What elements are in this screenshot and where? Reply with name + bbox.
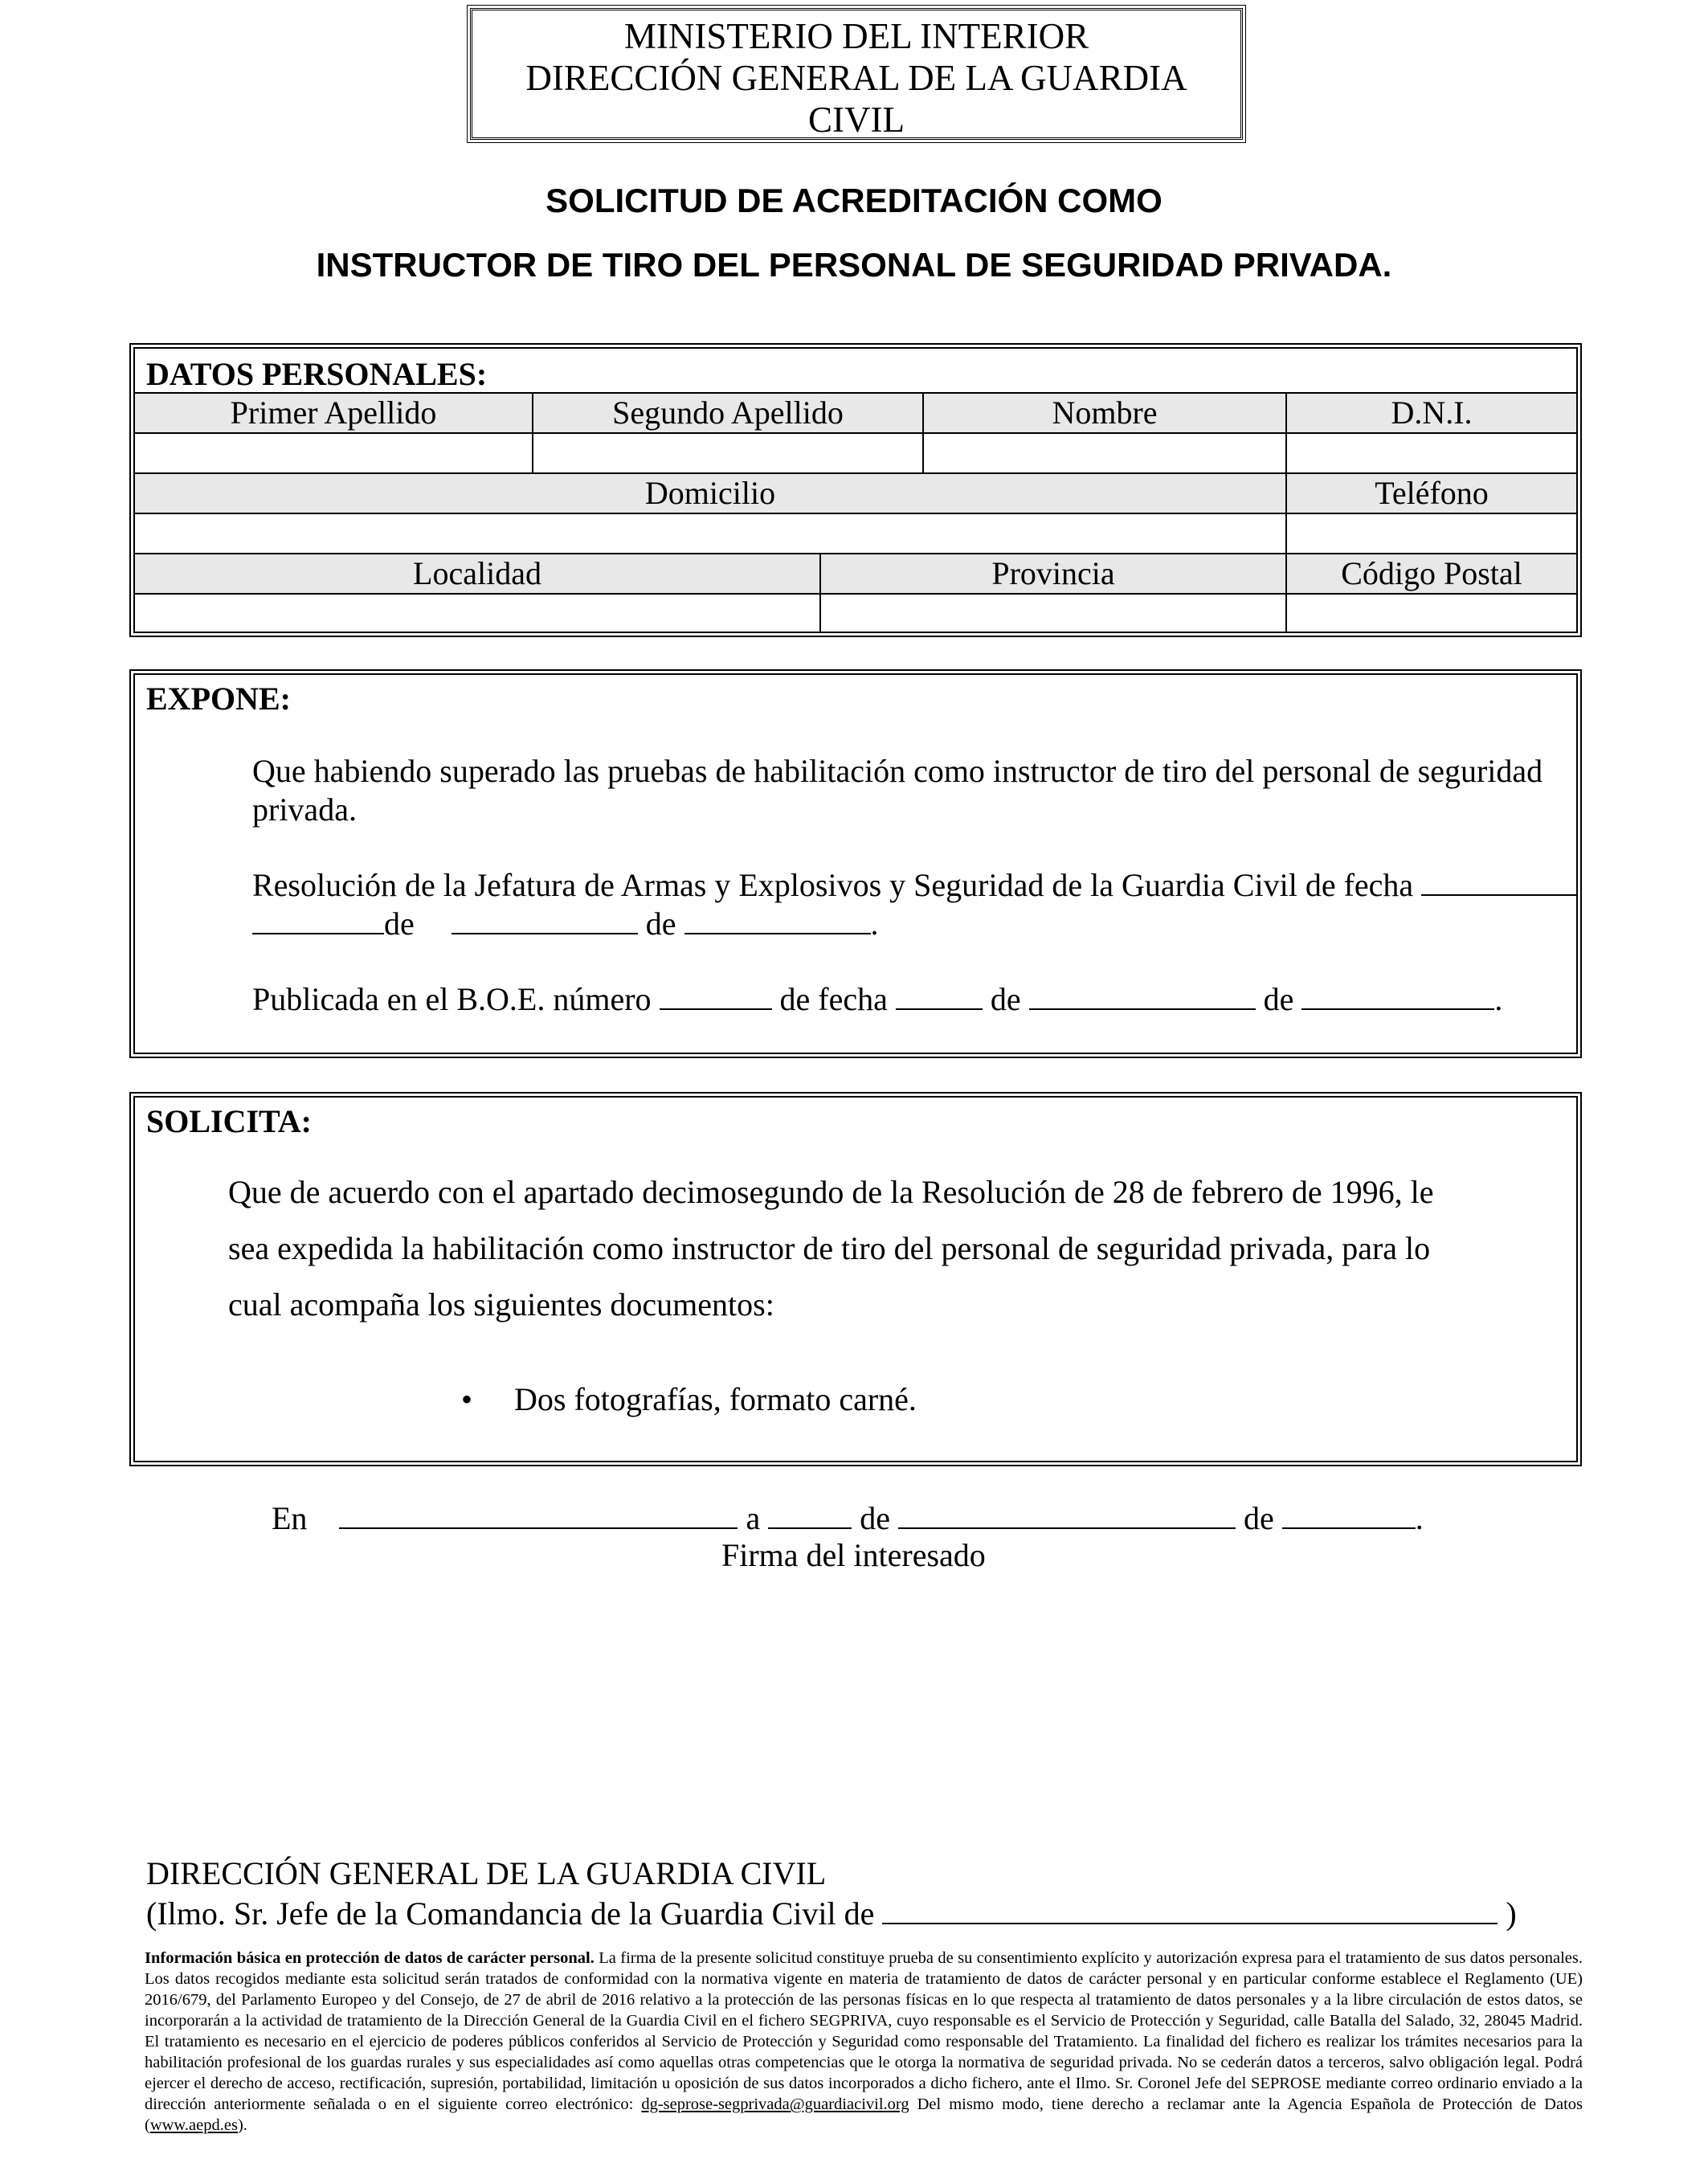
datos-heading: DATOS PERSONALES: bbox=[146, 356, 488, 392]
label-nombre: Nombre bbox=[922, 394, 1285, 432]
datos-personales-table bbox=[133, 347, 1578, 633]
boe-de-fecha: de fecha bbox=[779, 981, 888, 1017]
row-labels-1 bbox=[135, 392, 1576, 432]
de-1: de bbox=[384, 906, 415, 942]
row-inputs-3 bbox=[135, 593, 1576, 632]
expone-p3 bbox=[252, 980, 1502, 1019]
expone-p1-line2: privada. bbox=[252, 791, 357, 828]
expone-p2-line2 bbox=[252, 905, 879, 943]
legal-web-link[interactable]: www.aepd.es bbox=[149, 2116, 238, 2134]
input-nombre[interactable] bbox=[922, 434, 1285, 472]
resolucion-anio-blank[interactable] bbox=[684, 906, 871, 934]
input-dni[interactable] bbox=[1285, 434, 1576, 472]
label-segundo-apellido: Segundo Apellido bbox=[532, 394, 922, 432]
firma-dia-blank[interactable] bbox=[768, 1500, 852, 1529]
bullet-dot: • bbox=[461, 1381, 473, 1417]
boe-text: Publicada en el B.O.E. número bbox=[252, 981, 652, 1017]
firma-period: . bbox=[1415, 1500, 1424, 1536]
form-title-line-2: INSTRUCTOR DE TIRO DEL PERSONAL DE SEGURIDAD PRIVADA. bbox=[316, 246, 1392, 284]
firma-de-2: de bbox=[1243, 1500, 1274, 1536]
label-codigo-postal: Código Postal bbox=[1285, 554, 1576, 593]
expone-p1-line1: Que habiendo superado las pruebas de habilitación como instructor de tiro del personal de seguridad bbox=[252, 753, 1543, 789]
destinatario-line1: DIRECCIÓN GENERAL DE LA GUARDIA CIVIL bbox=[146, 1855, 827, 1891]
resolucion-text: Resolución de la Jefatura de Armas y Explosivos y Seguridad de la Guardia Civil de fecha bbox=[252, 867, 1414, 903]
input-provincia[interactable] bbox=[819, 595, 1285, 632]
form-title-line-1: SOLICITUD DE ACREDITACIÓN COMO bbox=[545, 182, 1163, 219]
destinatario-close: ) bbox=[1506, 1895, 1517, 1932]
expone-heading: EXPONE: bbox=[146, 681, 291, 717]
boe-anio-blank[interactable] bbox=[1301, 981, 1494, 1010]
input-segundo-apellido[interactable] bbox=[532, 434, 922, 472]
firma-lugar-blank[interactable] bbox=[339, 1500, 738, 1529]
boe-numero-blank[interactable] bbox=[660, 981, 772, 1010]
label-dni: D.N.I. bbox=[1285, 394, 1576, 432]
firma-en: En bbox=[272, 1500, 308, 1536]
solicita-line3: cual acompaña los siguientes documentos: bbox=[228, 1286, 774, 1323]
period-1: . bbox=[870, 906, 879, 942]
legal-text: La firma de la presente solicitud constituye prueba de su consentimiento explícito y autorización expresa para el tratamiento de sus datos personales. Los datos recogidos mediante esta solicitud serán tratados de conformidad con la normativa vigente en materia de tratamiento de datos de carácter personal y en particular conforme establece el Reglamento (UE) 2016/679, del Parlamento Europeo y del Consejo, de 27 de abril de 2016 relativo a la protección de las personas físicas en lo que respecta al tratamiento de datos personales y a la libre circulación de estos datos, se incorporarán a la actividad de tratamiento de la Dirección General de la Guardia Civil en el fichero SEGPRIVA, cuyo responsable es el Servicio de Protección y Seguridad, calle Batalla del Salado, 32, 28045 Madrid. El tratamiento es necesario en el ejercicio de poderes públicos conferidos al Servicio de Protección y Seguridad como responsable del Tratamiento. La finalidad del fichero es realizar los trámites necesarios para la habilitación profesional de los guardas rurales y sus especialidades así como aquellas otras competencias que le otorga la normativa de seguridad privada. No se cederán datos a terceros, salvo obligación legal. Podrá ejercer el derecho de acceso, rectificación, supresión, portabilidad, limitación u oposición de sus datos incorporados a dicho fichero, ante el Ilmo. Sr. Coronel Jefe del SEPROSE mediante correo ordinario enviado a la dirección anteriormente señalada o en el siguiente correo electrónico: bbox=[145, 1949, 1583, 2113]
legal-bold: Información básica en protección de datos de carácter personal. bbox=[145, 1949, 595, 1967]
firma-de-1: de bbox=[860, 1500, 890, 1536]
input-codigo-postal[interactable] bbox=[1285, 595, 1576, 632]
de-3: de bbox=[990, 981, 1021, 1017]
comandancia-blank[interactable] bbox=[882, 1895, 1498, 1924]
row-inputs-1 bbox=[135, 432, 1576, 472]
firma-anio-blank[interactable] bbox=[1282, 1500, 1416, 1529]
input-telefono[interactable] bbox=[1285, 514, 1576, 553]
comandancia-text: (Ilmo. Sr. Jefe de la Comandancia de la Guardia Civil de bbox=[146, 1895, 875, 1932]
legal-text2: Del mismo modo, tiene derecho a reclamar ante la Agencia Española de Protección de Datos ( bbox=[145, 2095, 1583, 2134]
bullet-fotografias: Dos fotografías, formato carné. bbox=[514, 1381, 917, 1417]
destinatario-line2 bbox=[146, 1895, 1517, 1933]
firma-a: a bbox=[746, 1500, 761, 1536]
solicita-line1: Que de acuerdo con el apartado decimosegundo de la Resolución de 28 de febrero de 1996, le bbox=[228, 1174, 1434, 1210]
firma-line bbox=[272, 1499, 1424, 1538]
row-labels-2 bbox=[135, 472, 1576, 513]
input-domicilio[interactable] bbox=[135, 514, 1285, 553]
legal-text3: ). bbox=[237, 2116, 247, 2134]
firma-mes-blank[interactable] bbox=[898, 1500, 1236, 1529]
header-line-2: DIRECCIÓN GENERAL DE LA GUARDIA bbox=[525, 58, 1187, 98]
input-primer-apellido[interactable] bbox=[135, 434, 532, 472]
boe-dia-blank[interactable] bbox=[896, 981, 983, 1010]
label-localidad: Localidad bbox=[413, 555, 541, 591]
resolucion-dia-blank[interactable] bbox=[1421, 867, 1577, 896]
row-labels-3 bbox=[135, 553, 1576, 593]
firma-label: Firma del interesado bbox=[721, 1537, 986, 1573]
de-2: de bbox=[645, 906, 676, 942]
period-2: . bbox=[1494, 981, 1503, 1017]
label-provincia: Provincia bbox=[819, 554, 1285, 593]
label-domicilio: Domicilio bbox=[644, 475, 776, 511]
input-localidad[interactable] bbox=[135, 595, 819, 632]
label-telefono: Teléfono bbox=[1285, 474, 1576, 513]
legal-email-link[interactable]: dg-seprose-segprivada@guardiacivil.org bbox=[641, 2095, 909, 2113]
label-primer-apellido: Primer Apellido bbox=[230, 395, 437, 431]
solicita-line2: sea expedida la habilitación como instructor de tiro del personal de seguridad privada, para lo bbox=[228, 1230, 1431, 1266]
ministry-header bbox=[470, 8, 1243, 140]
solicita-heading: SOLICITA: bbox=[146, 1103, 312, 1139]
legal-notice bbox=[145, 1948, 1583, 2136]
de-4: de bbox=[1263, 981, 1294, 1017]
boe-mes-blank[interactable] bbox=[1029, 981, 1256, 1010]
expone-p2-line1 bbox=[252, 866, 1577, 905]
expone-section bbox=[133, 673, 1578, 1054]
header-line-3: CIVIL bbox=[808, 100, 905, 140]
solicita-section bbox=[133, 1096, 1578, 1462]
resolucion-mes-blank[interactable] bbox=[452, 906, 638, 934]
header-line-1: MINISTERIO DEL INTERIOR bbox=[623, 16, 1089, 56]
row-inputs-2 bbox=[135, 513, 1576, 553]
resolucion-dia2-blank[interactable] bbox=[252, 906, 384, 934]
